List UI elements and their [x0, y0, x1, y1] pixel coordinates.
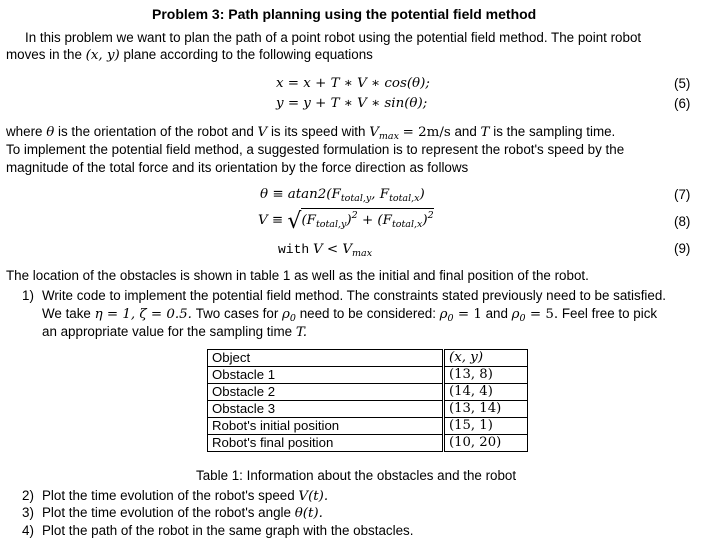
text: Two cases for [195, 306, 279, 321]
item-4: Plot the path of the robot in the same graph with the obstacles. [42, 523, 414, 538]
equation-8: $V \equiv √(F_{total,y})^2 + (F_{total,x})^2$ [258, 209, 434, 234]
equation-7: $\theta \equiv atan2(F_{total,y}$, $F_{total,x}$) [260, 187, 425, 204]
table-cell-coord: (14, 4) [444, 384, 528, 401]
text: need to be considered: [299, 306, 436, 321]
table-cell-coord: (13, 8) [444, 367, 528, 384]
theta-math: θ [46, 125, 55, 140]
equation-5: x = x + T ∗ V ∗ cos(θ); [276, 76, 430, 91]
table-row [208, 418, 528, 435]
table-cell-coord: (15, 1) [444, 418, 528, 435]
paragraph-3: The location of the obstacles is shown in table 1 as well as the initial and final position of the robot. [6, 268, 589, 283]
vmax-math: $V_{max}$ [369, 125, 399, 142]
xy-math: (x, y) [85, 48, 120, 63]
rho0-case-2: $\rho_0 = 5$. [511, 307, 559, 324]
table-row [208, 401, 528, 418]
text: and [454, 124, 477, 139]
text: is the sampling time. [493, 124, 616, 139]
equation-number-6: (6) [674, 96, 691, 111]
theta-of-t-math: θ(t). [294, 506, 323, 521]
text: is its speed with [270, 124, 366, 139]
table-cell-object: Obstacle 3 [208, 401, 444, 418]
equation-6: y = y + T ∗ V ∗ sin(θ); [276, 96, 428, 111]
equation-number-8: (8) [674, 214, 691, 229]
item-3 [42, 505, 323, 521]
item-1-line-2 [42, 306, 657, 324]
v-math: V [257, 125, 268, 140]
item-2-number: 2) [22, 488, 34, 503]
table-header-object: Object [208, 350, 444, 367]
text: We take [42, 306, 91, 321]
table-header-row [208, 350, 528, 367]
table-cell-object: Robot's initial position [208, 418, 444, 435]
intro-line-1: In this problem we want to plan the path of a point robot using the potential field method. The point robot [25, 30, 642, 45]
item-2 [42, 488, 328, 504]
text: is the orientation of the robot and [58, 124, 254, 139]
t-math: T. [295, 325, 308, 340]
intro-text-2: plane according to the following equations [123, 47, 373, 62]
intro-line-2 [6, 47, 373, 63]
t-math: T [480, 125, 490, 140]
table-cell-coord: (10, 20) [444, 435, 528, 452]
info-table [207, 349, 528, 452]
equation-number-5: (5) [674, 76, 691, 91]
item-3-number: 3) [22, 505, 34, 520]
text: Plot the time evolution of the robot's speed [42, 488, 295, 503]
rho0-math: $\rho_0$ [282, 307, 296, 324]
text: and [485, 306, 508, 321]
rho0-case-1: $\rho_0 = 1$ [439, 307, 482, 324]
text: Plot the time evolution of the robot's angle [42, 505, 291, 520]
table-cell-object: Robot's final position [208, 435, 444, 452]
table-row [208, 435, 528, 452]
paragraph-2-line-1 [6, 124, 615, 142]
text: an appropriate value for the sampling time [42, 324, 293, 339]
equation-number-9: (9) [674, 241, 691, 256]
item-1-line-3 [42, 324, 307, 340]
text: where [6, 124, 43, 139]
with-keyword: with [278, 242, 310, 257]
table-cell-object: Obstacle 1 [208, 367, 444, 384]
paragraph-2-line-3: magnitude of the total force and its orientation by the force direction as follows [6, 160, 469, 175]
table-caption: Table 1: Information about the obstacles and the robot [196, 468, 517, 483]
table-row [208, 384, 528, 401]
item-1-line-1: Write code to implement the potential field method. The constraints stated previously need to be satisfied. [42, 288, 667, 303]
table-header-xy: (x, y) [444, 350, 528, 367]
table-row [208, 367, 528, 384]
item-4-number: 4) [22, 523, 34, 538]
v-of-t-math: V(t). [298, 489, 329, 504]
paragraph-2-line-2: To implement the potential field method, a suggested formulation is to represent the robot's speed by the [6, 142, 625, 157]
text: Feel free to pick [561, 306, 658, 321]
equation-9: with $V < V_{max}$ [278, 242, 373, 259]
intro-text: moves in the [6, 47, 82, 62]
eta-zeta-math: η = 1, ζ = 0.5. [94, 307, 192, 322]
table-cell-object: Obstacle 2 [208, 384, 444, 401]
vmax-value: = 2m/s [402, 125, 451, 140]
equation-number-7: (7) [674, 187, 691, 202]
item-1-number: 1) [22, 288, 34, 303]
table-cell-coord: (13, 14) [444, 401, 528, 418]
problem-title: Problem 3: Path planning using the potential field method [152, 6, 537, 22]
